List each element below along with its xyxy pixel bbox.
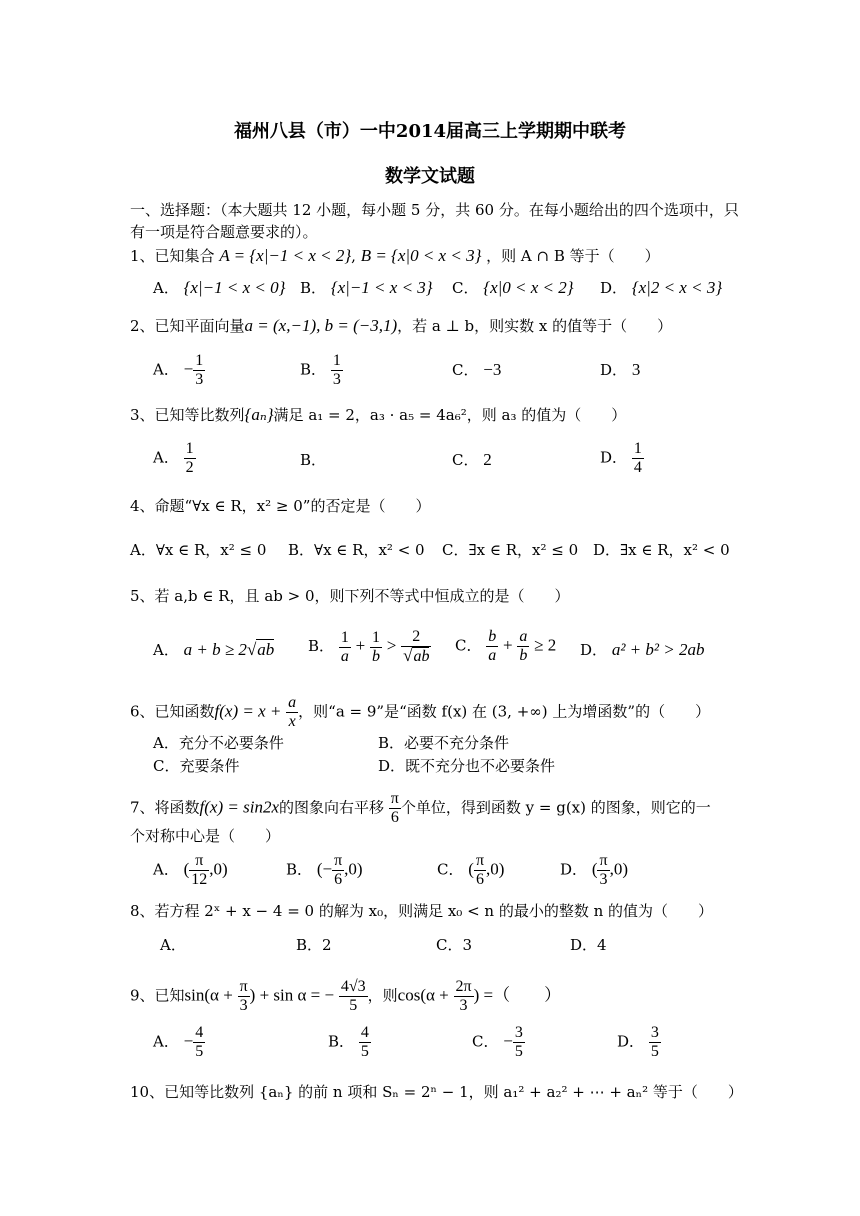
q3-option-b: B． — [300, 451, 327, 469]
q8-option-b: B．2 — [296, 936, 332, 954]
q4-option-b: B．∀x ∈ R，x² < 0 — [288, 541, 425, 559]
q1-option-b: B． {x|−1 < x < 3} — [300, 278, 433, 297]
q7-option-d: D． ( $\frac{\pi}{3}$ ,0) — [560, 852, 628, 888]
q9-option-c: C． − $\frac{3}{5}$ — [472, 1024, 523, 1060]
q6-option-b: B．必要不充分条件 — [378, 734, 510, 752]
q9-option-a: A． − $\frac{4}{5}$ — [153, 1024, 204, 1060]
q1-option-d: D． {x|2 < x < 3} — [600, 278, 723, 297]
question-1-stem: 1、已知集合 A = {x|−1 < x < 2}, B = {x|0 < x < 3} ，则 A ∩ B 等于（ ） — [130, 246, 660, 265]
q5-option-b: B． $\frac{1}{a}$ + $\frac{1}{b}$ > $\frac{2}{√ab}$ — [308, 628, 430, 665]
q8-option-d: D．4 — [570, 936, 607, 954]
q1-option-a: A． {x|−1 < x < 0} — [153, 278, 286, 297]
question-8-stem: 8、若方程 2ˣ + x − 4 = 0 的解为 x₀，则满足 x₀ < n 的最小的整数 n 的值为（ ） — [130, 902, 714, 920]
question-9-stem: 9、已知sin(α + $\frac{\pi}{3}$ ) + sin α = − $\frac{4√3}{5}$ ，则cos(α + $\frac{2\pi}{3}$ ) =（ ） — [130, 978, 562, 1014]
q1-prefix: 1、已知集合 — [130, 247, 215, 265]
question-6-stem: 6、已知函数f(x) = x + $\frac{a}{x}$ ，则“a = 9”是“函数 f(x) 在 (3, +∞) 上为增函数”的（ ） — [130, 694, 711, 730]
q6-option-d: D．既不充分也不必要条件 — [378, 757, 556, 775]
q9-option-d: D． $\frac{3}{5}$ — [617, 1024, 659, 1060]
q3-option-a: A． $\frac{1}{2}$ — [153, 440, 194, 476]
section-intro-1: 一、选择题：（本大题共 12 小题，每小题 5 分，共 60 分。在每小题给出的四个选项中，只 — [130, 201, 739, 219]
section-intro-2: 有一项是符合题意要求的）。 — [130, 223, 318, 241]
q4-option-c: C．∃x ∈ R，x² ≤ 0 — [442, 541, 579, 559]
exam-title: 福州八县（市）一中2014届高三上学期期中联考 — [233, 121, 627, 142]
question-3-stem: 3、已知等比数列{aₙ}满足 a₁ = 2，a₃ · a₅ = 4a₆²，则 a₃ 的值为（ ） — [130, 405, 627, 424]
q6-option-a: A．充分不必要条件 — [153, 734, 284, 752]
q6-option-c: C．充要条件 — [153, 757, 240, 775]
exam-subtitle: 数学文试题 — [385, 166, 475, 187]
q1-option-c: C． {x|0 < x < 2} — [452, 278, 574, 297]
q7-option-c: C． ( $\frac{\pi}{6}$ ,0) — [437, 852, 505, 888]
q1-set-b: B = {x|0 < x < 3} — [360, 246, 482, 265]
q8-option-a: A． — [160, 936, 186, 954]
q2-option-d: D． 3 — [600, 360, 641, 379]
q4-option-d: D．∃x ∈ R，x² < 0 — [593, 541, 730, 559]
question-2-stem: 2、已知平面向量a = (x,−1), b = (−3,1)，若 a ⊥ b，则实数 x 的值等于（ ） — [130, 316, 673, 335]
question-7-stem: 7、将函数f(x) = sin2x的图象向右平移 $\frac{\pi}{6}$ 个单位，得到函数 y = g(x) 的图象，则它的一 — [130, 790, 711, 826]
q1-suffix: ，则 A ∩ B 等于（ ） — [486, 247, 660, 265]
q8-option-c: C．3 — [436, 936, 473, 954]
q5-option-c: C． $\frac{b}{a}$ + $\frac{a}{b}$ ≥ 2 — [455, 628, 557, 664]
q7-option-a: A． ( $\frac{\pi}{12}$ ,0) — [153, 852, 228, 888]
question-5-stem: 5、若 a,b ∈ R，且 ab > 0，则下列不等式中恒成立的是（ ） — [130, 587, 570, 605]
q5-option-a: A． a + b ≥ 2√ab — [153, 640, 275, 659]
question-7-stem-2: 个对称中心是（ ） — [130, 827, 281, 845]
question-4-stem: 4、命题“∀x ∈ R，x² ≥ 0”的否定是（ ） — [130, 497, 431, 515]
q3-option-d: D． $\frac{1}{4}$ — [600, 440, 642, 476]
q9-option-b: B． $\frac{4}{5}$ — [328, 1024, 369, 1060]
q2-option-a: A． − $\frac{1}{3}$ — [153, 352, 204, 388]
q2-option-c: C． −3 — [452, 360, 502, 379]
q7-option-b: B． (− $\frac{\pi}{6}$ ,0) — [286, 852, 363, 888]
q3-option-c: C． 2 — [452, 450, 492, 469]
q1-set-a: A = {x|−1 < x < 2} — [219, 246, 352, 265]
question-10-stem: 10、已知等比数列 {aₙ} 的前 n 项和 Sₙ = 2ⁿ − 1，则 a₁² + a₂² + ⋯ + aₙ² 等于（ ） — [130, 1083, 743, 1101]
q4-option-a: A．∀x ∈ R，x² ≤ 0 — [130, 541, 267, 559]
q2-option-b: B． $\frac{1}{3}$ — [300, 352, 341, 388]
q5-option-d: D． a² + b² > 2ab — [580, 640, 705, 659]
